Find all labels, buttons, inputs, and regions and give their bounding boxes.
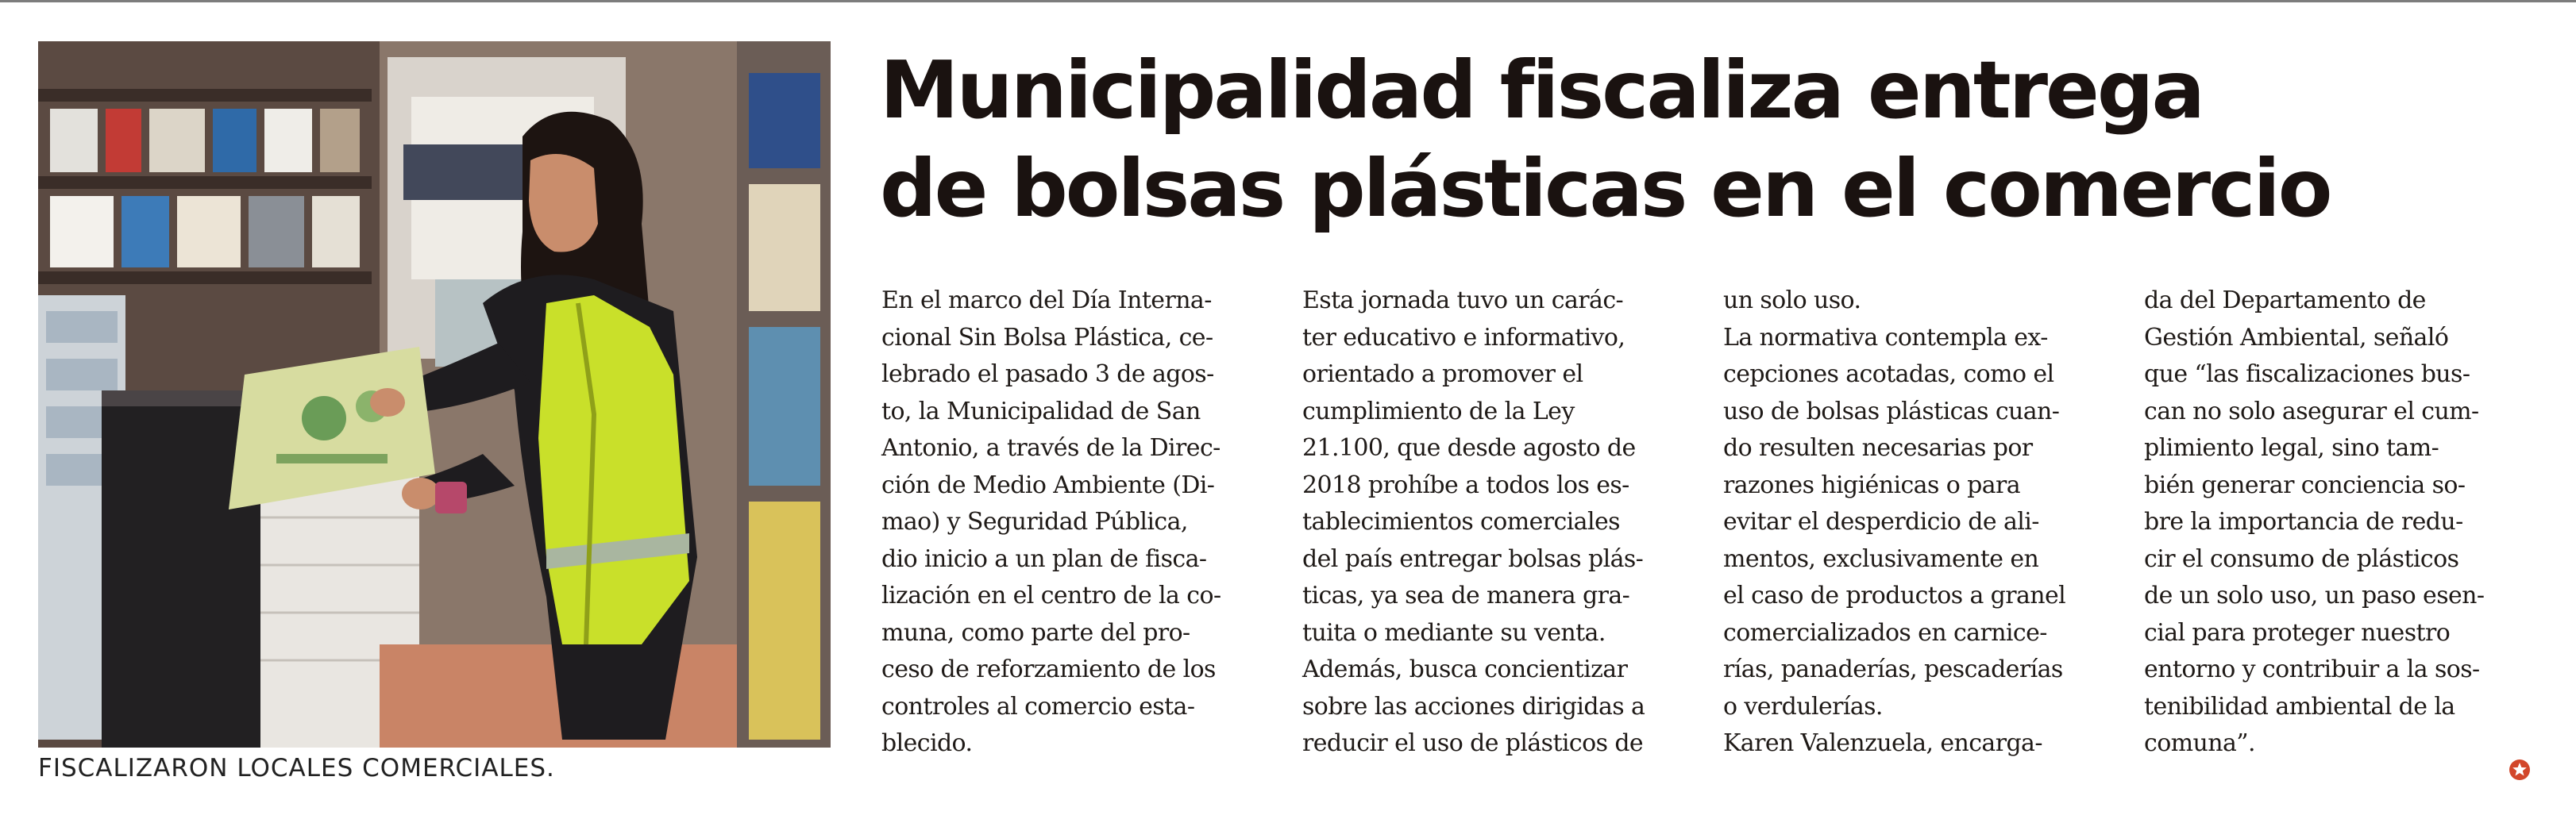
text-line: o verdulerías. [1723,692,1883,721]
text-line: to, la Municipalidad de San [881,397,1201,425]
text-line: Antonio, a través de la Direc- [881,434,1221,462]
text-line: uso de bolsas plásticas cuan- [1723,397,2060,425]
text-line: En el marco del Día Interna- [881,286,1212,314]
text-line: Gestión Ambiental, señaló [2144,323,2449,352]
article-photo [38,41,831,748]
text-line: cumplimiento de la Ley [1302,397,1575,425]
text-line: comercializados en carnice- [1723,618,2047,647]
text-line: cepciones acotadas, como el [1723,360,2054,388]
end-of-article-icon [2509,759,2531,781]
headline [880,41,2563,238]
text-line: tuita o mediante su venta. [1302,618,1606,647]
text-line: tenibilidad ambiental de la [2144,692,2455,721]
text-line: cir el consumo de plásticos [2144,544,2459,573]
text-line: bién generar conciencia so- [2144,471,2466,499]
text-line: ción de Medio Ambiente (Di- [881,471,1215,499]
text-line: mao) y Seguridad Pública, [881,508,1188,536]
text-line: que “las fiscalizaciones bus- [2144,360,2470,388]
text-line: da del Departamento de [2144,286,2426,314]
text-line: sobre las acciones dirigidas a [1302,692,1645,721]
text-line: bre la importancia de redu- [2144,508,2463,536]
photo-caption: FISCALIZARON LOCALES COMERCIALES. [38,754,555,782]
text-line: ter educativo e informativo, [1302,323,1625,352]
text-line: orientado a promover el [1302,360,1583,388]
text-line: del país entregar bolsas plás- [1302,544,1644,573]
text-line: entorno y contribuir a la sos- [2144,656,2480,683]
text-line: muna, como parte del pro- [881,618,1190,647]
body-column-2 [1302,283,1699,763]
text-line: evitar el desperdicio de ali- [1723,508,2039,536]
text-line: Karen Valenzuela, encarga- [1723,729,2042,757]
body-column-1 [881,283,1271,763]
text-line: ticas, ya sea de manera gra- [1302,582,1630,609]
text-line: plimiento legal, sino tam- [2144,434,2439,462]
text-line: razones higiénicas o para [1723,471,2021,499]
text-line: controles al comercio esta- [881,692,1195,721]
headline-line-1: Municipalidad fiscaliza entrega [880,44,2203,136]
text-line: lización en el centro de la co- [881,582,1221,609]
text-line: mentos, exclusivamente en [1723,544,2039,573]
text-line: reducir el uso de plásticos de [1302,729,1644,757]
text-line: el caso de productos a granel [1723,582,2066,609]
text-line: dio inicio a un plan de fisca- [881,544,1207,573]
text-line: de un solo uso, un paso esen- [2144,582,2485,609]
text-line: can no solo asegurar el cum- [2144,397,2479,425]
text-line: do resulten necesarias por [1723,434,2033,462]
text-line: La normativa contempla ex- [1723,323,2048,352]
headline-line-2: de bolsas plásticas en el comercio [880,142,2331,235]
top-rule [0,0,2576,2]
text-line: comuna”. [2144,729,2255,757]
text-line: rías, panaderías, pescaderías [1723,656,2063,683]
text-line: Además, busca concientizar [1302,656,1628,683]
text-line: cial para proteger nuestro [2144,618,2451,647]
text-line: un solo uso. [1723,286,1861,314]
body-column-3 [1723,283,2120,763]
text-line: tablecimientos comerciales [1302,508,1620,536]
text-line: Esta jornada tuvo un carác- [1302,286,1624,314]
body-column-4 [2144,283,2541,763]
text-line: 21.100, que desde agosto de [1302,434,1636,462]
text-line: blecido. [881,729,973,757]
text-line: lebrado el pasado 3 de agos- [881,360,1214,388]
text-line: cional Sin Bolsa Plástica, ce- [881,323,1213,352]
text-line: ceso de reforzamiento de los [881,656,1216,683]
text-line: 2018 prohíbe a todos los es- [1302,471,1629,499]
